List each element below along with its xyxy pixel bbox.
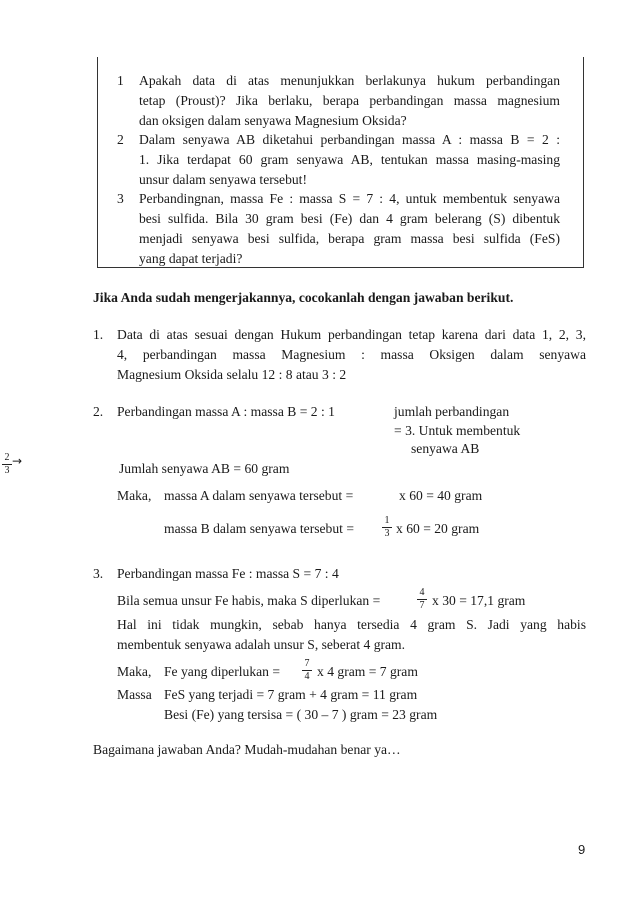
besi-text: Besi (Fe) yang tersisa = ( 30 – 7 ) gram = 23 gram (164, 707, 438, 722)
page-number: 9 (578, 842, 586, 857)
fraction-denominator: 7 (419, 600, 425, 611)
maka-label: Maka, (117, 488, 152, 503)
ratio-text: Perbandingan massa Fe : massa S = 7 : 4 (117, 566, 339, 581)
ratio-note: jumlah perbandingan (394, 404, 510, 419)
question-number: 3 (117, 191, 124, 206)
answer-number: 1. (93, 327, 104, 342)
calc-result: x 30 = 17,1 gram (432, 593, 526, 608)
massa-label: Massa (117, 687, 152, 702)
answer-line: Data di atas sesuai dengan Hukum perbandingan tetap karena dari data 1, 2, 3, (117, 327, 586, 342)
mass-b-text: massa B dalam senyawa tersebut = (164, 521, 354, 536)
maka-label: Maka, (117, 664, 152, 679)
answer-number: 3. (93, 566, 104, 581)
answer-line: Magnesium Oksida selalu 12 : 8 atau 3 : 2 (117, 367, 347, 382)
answer-number: 2. (93, 404, 104, 419)
question-number: 1 (117, 73, 124, 88)
question-line: yang dapat terjadi? (139, 251, 243, 266)
question-line: Dalam senyawa AB diketahui perbandingan massa A : massa B = 2 : (139, 132, 560, 147)
fe-text: Fe yang diperlukan = (164, 664, 281, 679)
ratio-text: Perbandingan massa A : massa B = 2 : 1 (117, 404, 335, 419)
mass-b-result: x 60 = 20 gram (396, 521, 480, 536)
fe-result: x 4 gram = 7 gram (317, 664, 418, 679)
question-line: tetap (Proust)? Jika berlaku, berapa perbandingan massa magnesium (139, 93, 560, 108)
arrow-icon: → (12, 454, 23, 468)
mass-a-result: x 60 = 40 gram (399, 488, 483, 503)
fraction-denominator: 4 (304, 671, 310, 682)
fes-text: FeS yang terjadi = 7 gram + 4 gram = 11 gram (164, 687, 418, 702)
answer-line: Hal ini tidak mungkin, sebab hanya tersedia 4 gram S. Jadi yang habis (117, 617, 586, 632)
ratio-note: = 3. Untuk membentuk (394, 423, 521, 438)
answer-line: membentuk senyawa adalah unsur S, seberat 4 gram. (117, 637, 406, 652)
question-line: 1. Jika terdapat 60 gram senyawa AB, tentukan massa masing-masing (139, 152, 560, 167)
margin-fraction (2, 453, 12, 476)
calc-text: Bila semua unsur Fe habis, maka S diperlukan = (117, 593, 381, 608)
mass-a-text: massa A dalam senyawa tersebut = (164, 488, 354, 503)
fraction-numerator: 1 (384, 515, 390, 526)
question-line: Perbandingnan, massa Fe : massa S = 7 : 4, untuk membentuk senyawa (139, 191, 560, 206)
fraction-denominator: 3 (384, 528, 390, 539)
fraction-numerator: 2 (4, 452, 10, 463)
answers-heading: Jika Anda sudah mengerjakannya, cocokanlah dengan jawaban berikut. (93, 290, 514, 305)
answer-line: 4, perbandingan massa Magnesium : massa Oksigen dalam senyawa (117, 347, 586, 362)
fraction (417, 588, 427, 611)
question-line: unsur dalam senyawa tersebut! (139, 172, 307, 187)
fraction (382, 516, 392, 539)
fraction-numerator: 7 (304, 658, 310, 669)
fraction (302, 659, 312, 682)
closing-text: Bagaimana jawaban Anda? Mudah-mudahan benar ya… (93, 742, 401, 757)
question-line: Apakah data di atas menunjukkan berlakunya hukum perbandingan (139, 73, 560, 88)
total-text: Jumlah senyawa AB = 60 gram (119, 461, 290, 476)
ratio-note: senyawa AB (411, 441, 480, 456)
question-line: besi sulfida. Bila 30 gram besi (Fe) dan 4 gram belerang (S) dibentuk (139, 211, 560, 226)
fraction-denominator: 3 (4, 465, 10, 476)
question-line: dan oksigen dalam senyawa Magnesium Oksida? (139, 113, 407, 128)
question-number: 2 (117, 132, 124, 147)
question-line: menjadi senyawa besi sulfida, berapa gram massa besi sulfida (FeS) (139, 231, 560, 246)
fraction-numerator: 4 (419, 587, 425, 598)
